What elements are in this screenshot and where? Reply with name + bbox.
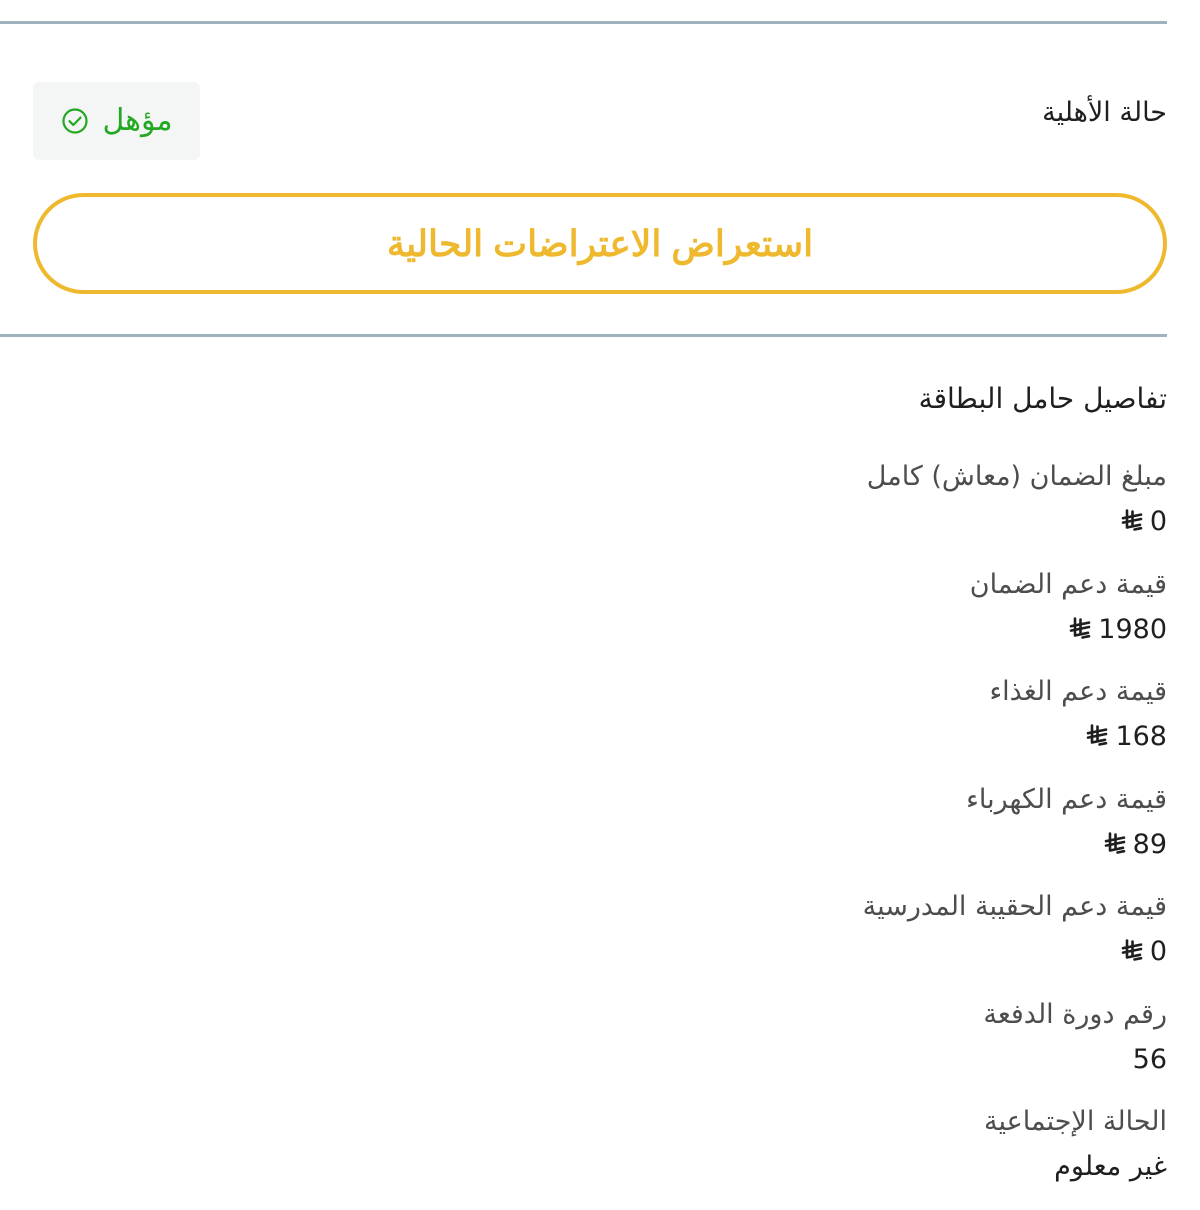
eligibility-row (33, 82, 1167, 160)
section-divider (0, 334, 1167, 337)
detail-value-text: 56 (1132, 1043, 1167, 1075)
detail-value-text: 168 (1115, 721, 1167, 752)
detail-value-text: 1980 (1098, 613, 1167, 645)
cardholder-details-title: تفاصيل حامل البطاقة (918, 382, 1167, 415)
detail-value (267, 933, 1167, 971)
detail-label: قيمة دعم الكهرباء (966, 783, 1167, 815)
detail-value-text: 0 (1149, 936, 1167, 967)
detail-label: رقم دورة الدفعة (983, 998, 1167, 1030)
riyal-symbol-icon (1120, 508, 1144, 532)
detail-item (267, 1102, 1167, 1210)
detail-value (267, 503, 1167, 541)
riyal-symbol-icon (1120, 938, 1144, 962)
detail-value (267, 1148, 1167, 1186)
detail-item (267, 887, 1167, 995)
riyal-symbol-icon (1085, 723, 1109, 747)
riyal-symbol-icon (1068, 616, 1092, 640)
detail-item (267, 457, 1167, 565)
eligibility-status-text: مؤهل (102, 103, 173, 138)
check-circle-icon (60, 106, 90, 136)
detail-item (267, 565, 1167, 673)
cardholder-details-list (267, 457, 1167, 1210)
view-current-objections-button[interactable] (33, 193, 1167, 294)
detail-label: قيمة دعم الضمان (969, 568, 1167, 600)
riyal-symbol-icon (1103, 831, 1127, 855)
detail-value (267, 1041, 1167, 1079)
detail-value (267, 718, 1167, 756)
detail-label: الحالة الإجتماعية (984, 1106, 1167, 1137)
detail-item (267, 995, 1167, 1103)
detail-label: قيمة دعم الغذاء (989, 676, 1167, 707)
detail-item (267, 780, 1167, 888)
detail-value-text: 89 (1132, 828, 1167, 860)
view-current-objections-label: استعراض الاعتراضات الحالية (386, 222, 814, 264)
detail-value (267, 826, 1167, 864)
detail-item (267, 672, 1167, 780)
detail-label: مبلغ الضمان (معاش) كامل (866, 461, 1167, 492)
detail-label: قيمة دعم الحقيبة المدرسية (862, 891, 1167, 922)
eligibility-label: حالة الأهلية (1042, 97, 1167, 128)
eligibility-status-badge (33, 82, 200, 160)
detail-value-text: 0 (1149, 506, 1167, 537)
detail-value (267, 611, 1167, 649)
detail-value-text: غير معلوم (1054, 1151, 1167, 1182)
top-divider (0, 21, 1167, 24)
